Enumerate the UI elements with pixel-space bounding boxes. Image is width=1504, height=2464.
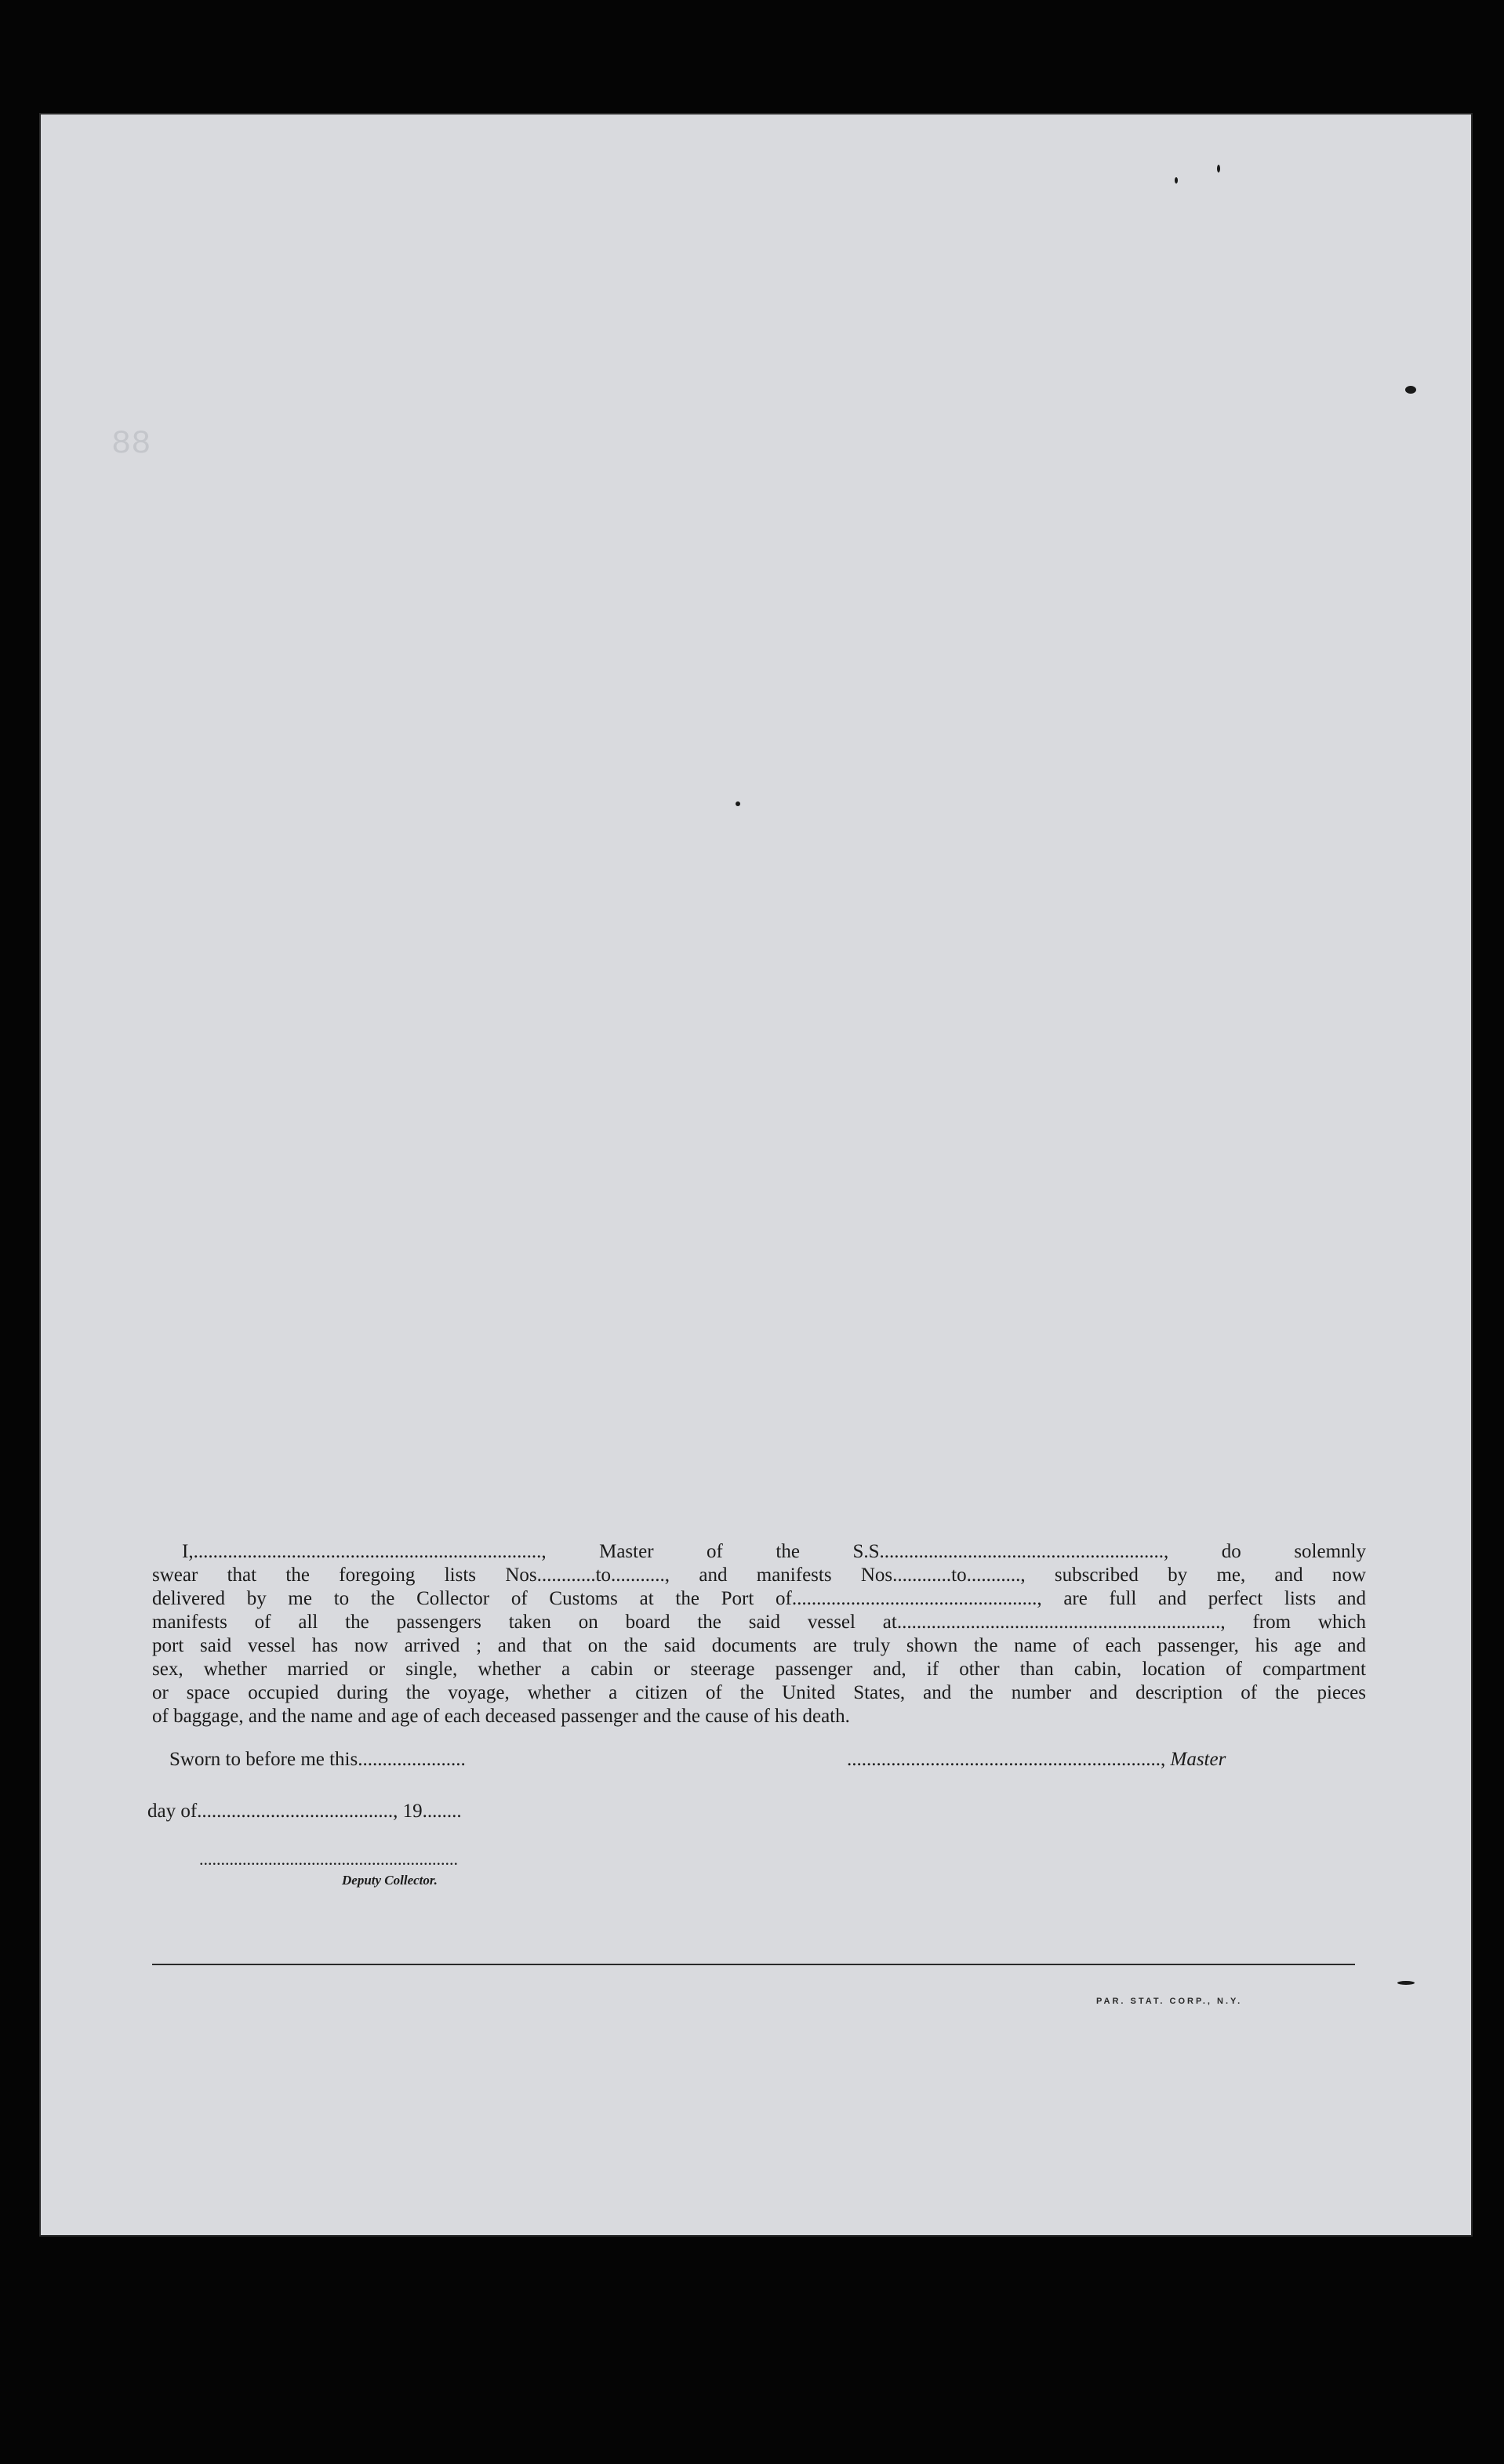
oath-line: delivered by me to the Collector of Customs at the Port of.................................................., are full and perfect lists and: [152, 1588, 1366, 1609]
ink-speck: [1217, 165, 1220, 173]
printer-mark: PAR. STAT. CORP., N.Y.: [1096, 1997, 1243, 2006]
ink-speck: [1175, 177, 1178, 184]
oath-line: sex, whether married or single, whether a cabin or steerage passenger and, if other than cabin, location of compartment: [152, 1659, 1366, 1680]
master-oath-paragraph: [152, 1540, 1366, 1728]
oath-line: I,......................................................................., Master of the S.S.........................................................., do solemnly: [182, 1541, 1366, 1562]
deputy-collector-label: Deputy Collector.: [342, 1873, 438, 1888]
master-signature-dots: ................................................................,: [847, 1749, 1166, 1770]
document-page: [41, 114, 1471, 2235]
day-line: day of........................................, 19........: [147, 1801, 462, 1822]
ink-speck: [1405, 386, 1416, 394]
ink-speck: [1397, 1981, 1415, 1985]
oath-line: of baggage, and the name and age of each deceased passenger and the cause of his death.: [152, 1706, 850, 1727]
bottom-rule: [152, 1964, 1355, 1965]
oath-line: port said vessel has now arrived ; and that on the said documents are truly shown the name of each passenger, his age and: [152, 1635, 1366, 1656]
master-signature-line: [847, 1749, 1226, 1771]
oath-line: manifests of all the passengers taken on board the said vessel at.................................................................., from which: [152, 1612, 1366, 1633]
deputy-signature-dots: ............................................................: [199, 1849, 458, 1869]
sworn-line: Sworn to before me this......................: [169, 1749, 466, 1770]
oath-line: or space occupied during the voyage, whether a citizen of the United States, and the number and description of the pieces: [152, 1682, 1366, 1703]
master-label: Master: [1170, 1749, 1226, 1770]
ink-speck: [736, 801, 740, 806]
oath-line: swear that the foregoing lists Nos............to..........., and manifests Nos............to..........., subscribed by me, and now: [152, 1565, 1366, 1586]
bleed-through-number: 88: [111, 425, 151, 463]
